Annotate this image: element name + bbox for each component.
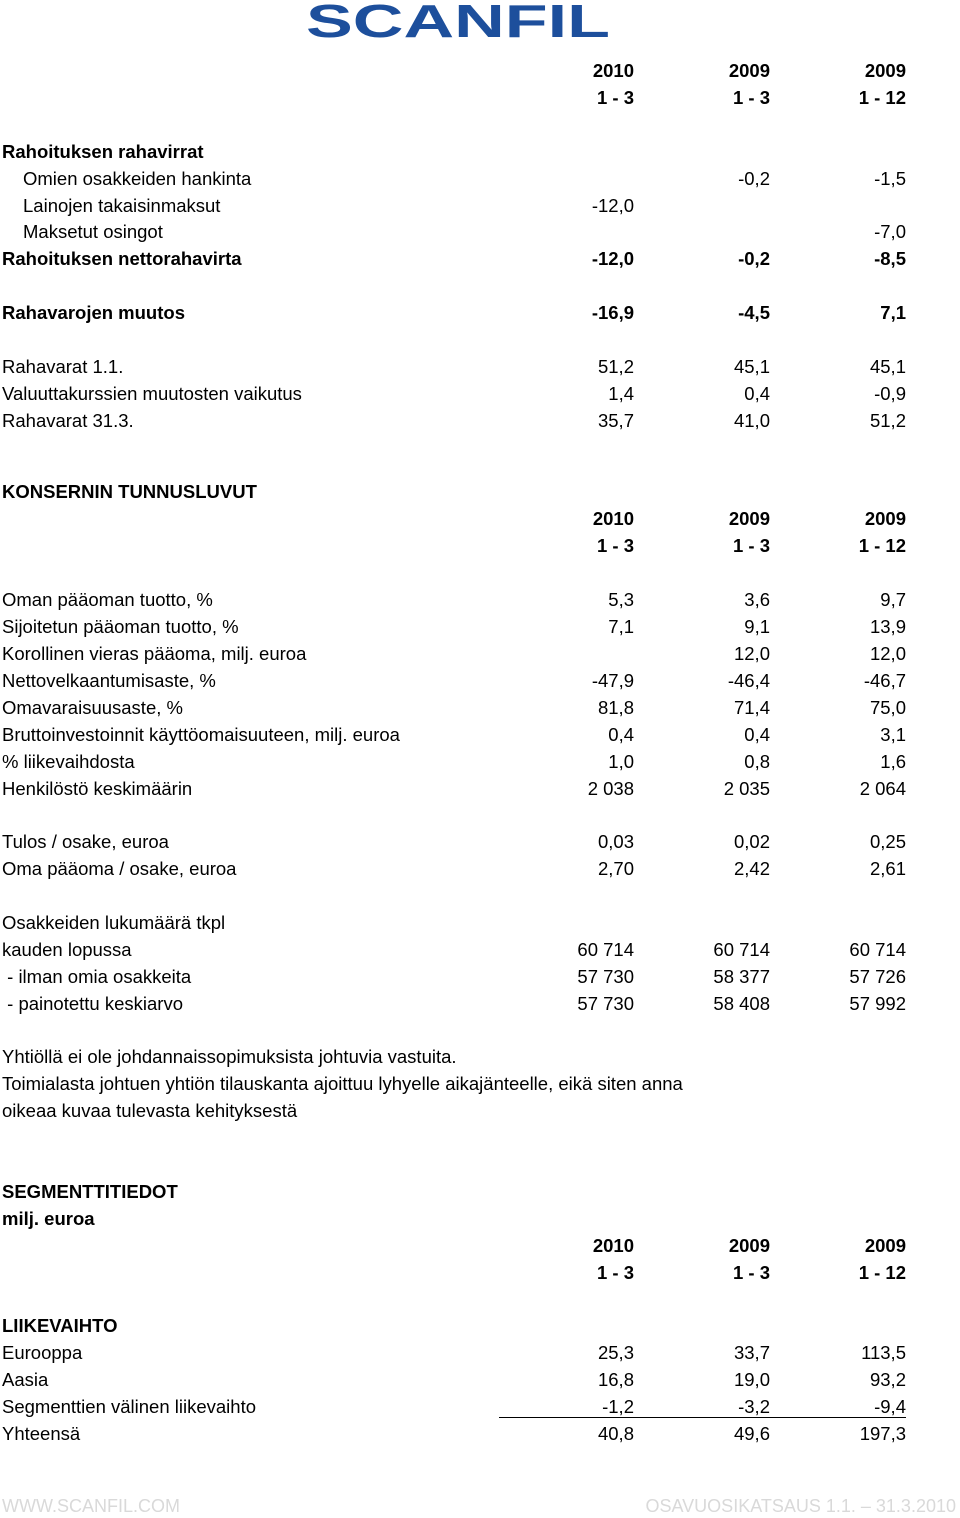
table-row: Yhteensä 40,8 49,6 197,3 bbox=[2, 1423, 906, 1444]
shares-title: Osakkeiden lukumäärä tkpl bbox=[2, 912, 226, 933]
logo-text: SCANFIL bbox=[306, 2, 610, 40]
table-row: Rahavarat 1.1. 51,2 45,1 45,1 bbox=[2, 356, 906, 377]
table-row: Lainojen takaisinmaksut -12,0 bbox=[23, 195, 634, 216]
table-row: - painotettu keskiarvo 57 730 58 408 57 992 bbox=[2, 993, 906, 1014]
year-2009: 2009 bbox=[728, 60, 770, 81]
note-order-book-1: Toimialasta johtuen yhtiön tilauskanta ajoittuu lyhyelle aikajänteelle, eikä siten anna bbox=[2, 1073, 683, 1094]
table-row: Rahavarat 31.3. 35,7 41,0 51,2 bbox=[2, 410, 906, 431]
kpi-header-years: 2010 2009 2009 bbox=[592, 508, 906, 529]
segments-header-years: 2010 2009 2009 bbox=[592, 1235, 906, 1256]
footer-website: WWW.SCANFIL.COM bbox=[2, 1496, 180, 1516]
table-row: Bruttoinvestoinnit käyttöomaisuuteen, milj. euroa 0,4 0,4 3,1 bbox=[2, 724, 906, 745]
cash-section-title: Rahoituksen rahavirrat bbox=[2, 141, 204, 162]
table-row: Eurooppa 25,3 33,7 113,5 bbox=[2, 1342, 906, 1363]
note-derivatives: Yhtiöllä ei ole johdannaissopimuksista johtuvia vastuita. bbox=[2, 1046, 457, 1067]
note-order-book-2: oikeaa kuvaa tulevasta kehityksestä bbox=[2, 1100, 298, 1121]
table-row: - ilman omia osakkeita 57 730 58 377 57 726 bbox=[2, 966, 906, 987]
year-2010: 2010 bbox=[592, 60, 634, 81]
table-row: % liikevaihdosta 1,0 0,8 1,6 bbox=[2, 751, 906, 772]
footer-report-title: OSAVUOSIKATSAUS 1.1. – 31.3.2010 bbox=[645, 1496, 956, 1516]
segments-header-periods: 1 - 3 1 - 3 1 - 12 bbox=[596, 1262, 906, 1283]
table-row: Nettovelkaantumisaste, % -47,9 -46,4 -46,7 bbox=[2, 670, 906, 691]
table-row: Aasia 16,8 19,0 93,2 bbox=[2, 1369, 906, 1390]
scanfil-logo bbox=[305, 2, 611, 40]
table-row: kauden lopussa 60 714 60 714 60 714 bbox=[2, 939, 906, 960]
cash-header-periods bbox=[0, 84, 960, 111]
segments-unit: milj. euroa bbox=[2, 1208, 95, 1229]
table-row: Omavaraisuusaste, % 81,8 71,4 75,0 bbox=[2, 697, 906, 718]
kpi-section-title: KONSERNIN TUNNUSLUVUT bbox=[2, 481, 257, 502]
year-2009-full: 2009 bbox=[864, 60, 906, 81]
cash-header-years bbox=[0, 57, 960, 84]
kpi-header-periods: 1 - 3 1 - 3 1 - 12 bbox=[596, 535, 906, 556]
period-3: 1 - 12 bbox=[858, 87, 906, 108]
table-row: Segmenttien välinen liikevaihto -1,2 -3,2 -9,4 bbox=[2, 1396, 906, 1417]
table-row: Rahoituksen nettorahavirta -12,0 -0,2 -8,5 bbox=[2, 248, 906, 269]
segments-title: SEGMENTTITIEDOT bbox=[2, 1181, 178, 1202]
table-row: Omien osakkeiden hankinta -0,2 -1,5 bbox=[23, 168, 906, 189]
table-row: Korollinen vieras pääoma, milj. euroa 12,0 12,0 bbox=[2, 643, 906, 664]
period-1: 1 - 3 bbox=[596, 87, 634, 108]
period-2: 1 - 3 bbox=[732, 87, 770, 108]
table-row: Valuuttakurssien muutosten vaikutus 1,4 0,4 -0,9 bbox=[2, 383, 906, 404]
revenue-title: LIIKEVAIHTO bbox=[2, 1315, 118, 1336]
table-row: Maksetut osingot -7,0 bbox=[23, 221, 906, 242]
total-divider bbox=[499, 1417, 906, 1418]
table-row: Sijoitetun pääoman tuotto, % 7,1 9,1 13,9 bbox=[2, 616, 906, 637]
table-row: Henkilöstö keskimäärin 2 038 2 035 2 064 bbox=[2, 778, 906, 799]
table-row: Tulos / osake, euroa 0,03 0,02 0,25 bbox=[2, 831, 906, 852]
table-row: Rahavarojen muutos -16,9 -4,5 7,1 bbox=[2, 302, 906, 323]
table-row: Oman pääoman tuotto, % 5,3 3,6 9,7 bbox=[2, 589, 906, 610]
table-row: Oma pääoma / osake, euroa 2,70 2,42 2,61 bbox=[2, 858, 906, 879]
